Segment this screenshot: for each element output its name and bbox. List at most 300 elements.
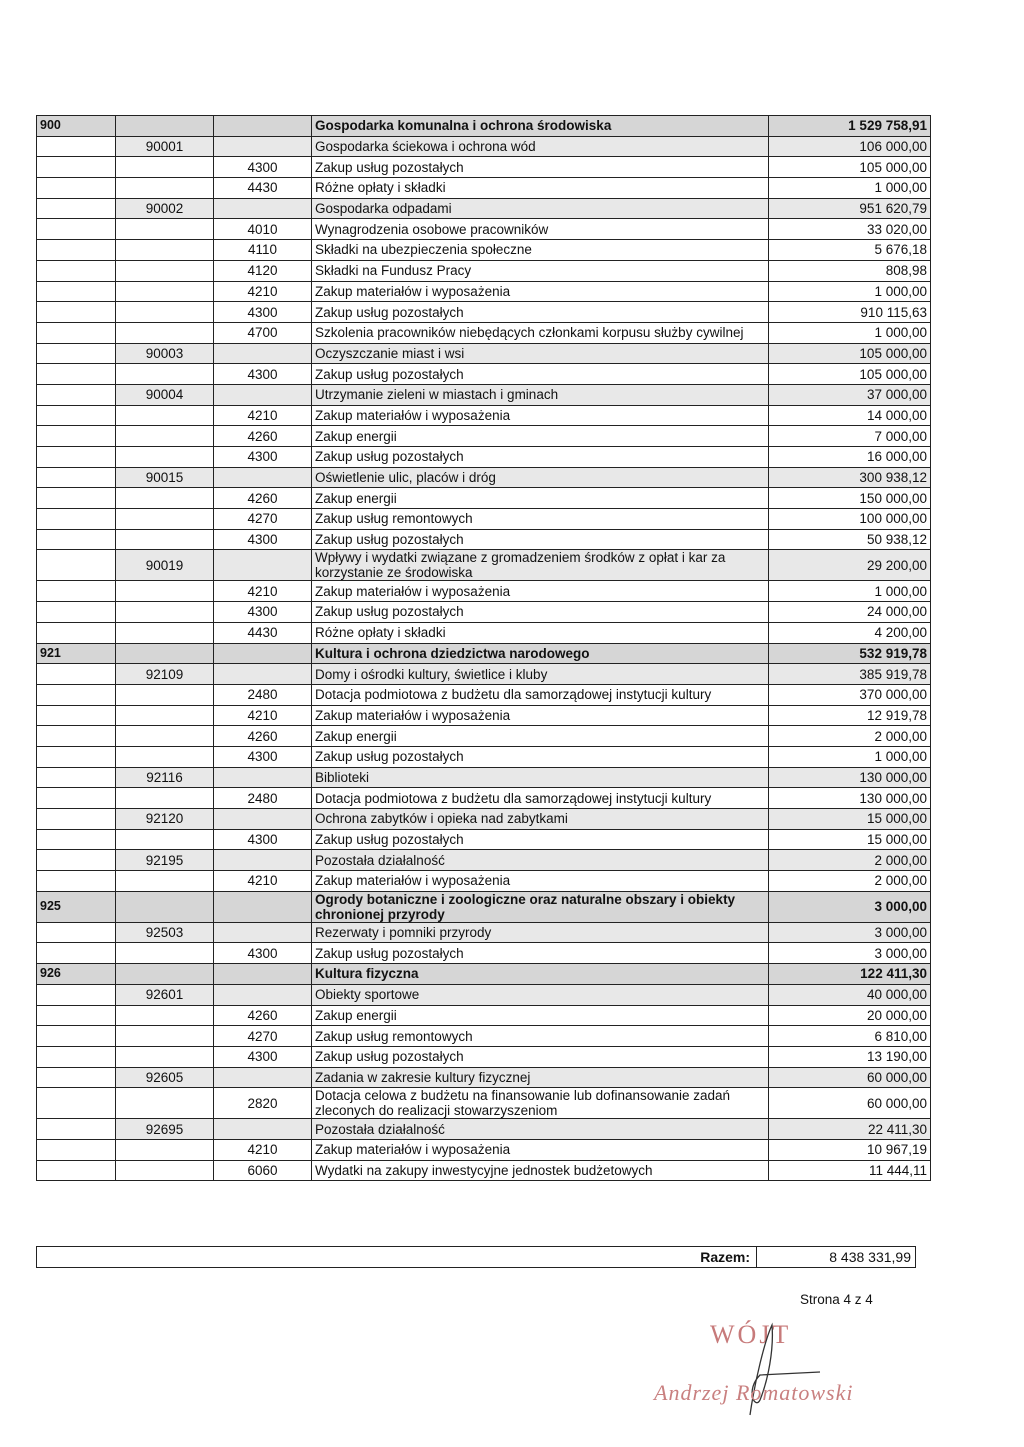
value-cell: 808,98 [769,260,931,281]
value-cell: 37 000,00 [769,384,931,405]
value-cell: 951 620,79 [769,198,931,219]
table-row-paragraf [37,1026,931,1047]
rozdzial-cell [116,829,214,850]
value-cell: 1 000,00 [769,581,931,602]
signature-name: Andrzej Romatowski [654,1380,854,1405]
dzial-cell: 925 [37,891,116,922]
rozdzial-cell [116,426,214,447]
name-cell: Pozostała działalność [312,1119,769,1140]
value-cell: 105 000,00 [769,343,931,364]
rozdzial-cell [116,1088,214,1119]
paragraf-cell [214,850,312,871]
name-cell: Wynagrodzenia osobowe pracowników [312,219,769,240]
name-cell: Zakup materiałów i wyposażenia [312,705,769,726]
paragraf-cell [214,343,312,364]
table-row-paragraf [37,447,931,468]
table-row-rozdzial [37,767,931,788]
paragraf-cell [214,467,312,488]
table-row-paragraf [37,1160,931,1181]
paragraf-cell: 4430 [214,178,312,199]
paragraf-cell: 4300 [214,302,312,323]
rozdzial-cell [116,509,214,530]
name-cell: Zakup energii [312,1005,769,1026]
rozdzial-cell: 90004 [116,384,214,405]
dzial-cell [37,281,116,302]
table-row-paragraf [37,1005,931,1026]
value-cell: 13 190,00 [769,1046,931,1067]
table-row-paragraf [37,871,931,892]
signature-title: WÓJT [710,1320,792,1349]
dzial-cell [37,198,116,219]
dzial-cell [37,726,116,747]
name-cell: Zakup usług pozostałych [312,364,769,385]
rozdzial-cell [116,684,214,705]
paragraf-cell: 4270 [214,1026,312,1047]
name-cell: Biblioteki [312,767,769,788]
dzial-cell [37,550,116,581]
name-cell: Zakup materiałów i wyposażenia [312,405,769,426]
name-cell: Zakup usług pozostałych [312,1046,769,1067]
table-row-paragraf [37,488,931,509]
paragraf-cell: 4300 [214,157,312,178]
dzial-cell: 921 [37,643,116,664]
rozdzial-cell [116,260,214,281]
rozdzial-cell [116,1005,214,1026]
dzial-cell [37,343,116,364]
rozdzial-cell [116,322,214,343]
dzial-cell [37,746,116,767]
value-cell: 16 000,00 [769,447,931,468]
value-cell: 105 000,00 [769,157,931,178]
value-cell: 12 919,78 [769,705,931,726]
rozdzial-cell: 90002 [116,198,214,219]
value-cell: 15 000,00 [769,809,931,830]
name-cell: Dotacja podmiotowa z budżetu dla samorządowej instytucji kultury [312,788,769,809]
table-row-paragraf [37,602,931,623]
rozdzial-cell: 90001 [116,136,214,157]
dzial-cell [37,1139,116,1160]
rozdzial-cell [116,1026,214,1047]
name-cell: Składki na Fundusz Pracy [312,260,769,281]
value-cell: 14 000,00 [769,405,931,426]
table-row-paragraf [37,281,931,302]
paragraf-cell: 2480 [214,684,312,705]
paragraf-cell [214,964,312,985]
value-cell: 3 000,00 [769,943,931,964]
paragraf-cell [214,809,312,830]
total-value: 8 438 331,99 [829,1249,911,1265]
total-row [36,1246,916,1268]
paragraf-cell: 4430 [214,622,312,643]
rozdzial-cell [116,281,214,302]
dzial-cell [37,684,116,705]
value-cell: 24 000,00 [769,602,931,623]
name-cell: Kultura fizyczna [312,964,769,985]
table-row-rozdzial [37,198,931,219]
table-row-dzial [37,116,931,137]
value-cell: 40 000,00 [769,984,931,1005]
rozdzial-cell: 92195 [116,850,214,871]
value-cell: 910 115,63 [769,302,931,323]
paragraf-cell: 4260 [214,426,312,447]
name-cell: Zakup usług pozostałych [312,829,769,850]
paragraf-cell: 2480 [214,788,312,809]
value-cell: 22 411,30 [769,1119,931,1140]
paragraf-cell: 4260 [214,488,312,509]
paragraf-cell: 4300 [214,529,312,550]
value-cell: 7 000,00 [769,426,931,447]
paragraf-cell: 4300 [214,364,312,385]
paragraf-cell: 4300 [214,1046,312,1067]
name-cell: Zakup usług pozostałych [312,602,769,623]
dzial-cell [37,157,116,178]
table-row-paragraf [37,1088,931,1119]
paragraf-cell [214,550,312,581]
name-cell: Domy i ośrodki kultury, świetlice i kluby [312,664,769,685]
table-row-paragraf [37,622,931,643]
rozdzial-cell [116,219,214,240]
name-cell: Różne opłaty i składki [312,178,769,199]
value-cell: 532 919,78 [769,643,931,664]
table-row-paragraf [37,364,931,385]
table-row-dzial [37,964,931,985]
page-number: Strona 4 z 4 [800,1292,873,1307]
dzial-cell [37,509,116,530]
table-row-rozdzial [37,850,931,871]
name-cell: Zakup materiałów i wyposażenia [312,1139,769,1160]
rozdzial-cell [116,240,214,261]
name-cell: Gospodarka komunalna i ochrona środowiska [312,116,769,137]
name-cell: Wydatki na zakupy inwestycyjne jednostek budżetowych [312,1160,769,1181]
rozdzial-cell [116,581,214,602]
paragraf-cell [214,136,312,157]
rozdzial-cell [116,643,214,664]
paragraf-cell: 4110 [214,240,312,261]
dzial-cell [37,1119,116,1140]
dzial-cell: 900 [37,116,116,137]
value-cell: 29 200,00 [769,550,931,581]
name-cell: Kultura i ochrona dziedzictwa narodowego [312,643,769,664]
dzial-cell [37,364,116,385]
rozdzial-cell: 90015 [116,467,214,488]
table-row-paragraf [37,746,931,767]
name-cell: Pozostała działalność [312,850,769,871]
table-row-rozdzial [37,343,931,364]
name-cell: Zakup usług pozostałych [312,746,769,767]
rozdzial-cell [116,116,214,137]
value-cell: 33 020,00 [769,219,931,240]
table-row-paragraf [37,943,931,964]
value-cell: 20 000,00 [769,1005,931,1026]
paragraf-cell: 4210 [214,1139,312,1160]
paragraf-cell: 2820 [214,1088,312,1119]
table-row-rozdzial [37,922,931,943]
value-cell: 11 444,11 [769,1160,931,1181]
value-cell: 60 000,00 [769,1088,931,1119]
rozdzial-cell: 92695 [116,1119,214,1140]
table-row-rozdzial [37,384,931,405]
name-cell: Zakup usług pozostałych [312,157,769,178]
value-cell: 4 200,00 [769,622,931,643]
paragraf-cell: 4210 [214,581,312,602]
paragraf-cell [214,664,312,685]
table-row-dzial [37,643,931,664]
value-cell: 1 000,00 [769,178,931,199]
table-row-rozdzial [37,1067,931,1088]
value-cell: 6 810,00 [769,1026,931,1047]
table-row-rozdzial [37,550,931,581]
value-cell: 1 529 758,91 [769,116,931,137]
dzial-cell [37,705,116,726]
name-cell: Zakup usług pozostałych [312,302,769,323]
paragraf-cell: 4300 [214,943,312,964]
paragraf-cell: 4270 [214,509,312,530]
table-row-dzial [37,891,931,922]
dzial-cell [37,829,116,850]
table-row-paragraf [37,684,931,705]
paragraf-cell: 4300 [214,829,312,850]
name-cell: Wpływy i wydatki związane z gromadzeniem środków z opłat i kar za korzystanie ze środowiska [312,550,769,581]
value-cell: 105 000,00 [769,364,931,385]
name-cell: Dotacja podmiotowa z budżetu dla samorządowej instytucji kultury [312,684,769,705]
paragraf-cell: 6060 [214,1160,312,1181]
rozdzial-cell [116,1046,214,1067]
dzial-cell [37,1005,116,1026]
table-row-paragraf [37,157,931,178]
paragraf-cell [214,1119,312,1140]
table-row-paragraf [37,302,931,323]
rozdzial-cell [116,788,214,809]
name-cell: Zakup energii [312,426,769,447]
paragraf-cell [214,891,312,922]
value-cell: 300 938,12 [769,467,931,488]
dzial-cell [37,1046,116,1067]
value-cell: 50 938,12 [769,529,931,550]
value-cell: 15 000,00 [769,829,931,850]
table-row-paragraf [37,1046,931,1067]
rozdzial-cell [116,1160,214,1181]
value-cell: 150 000,00 [769,488,931,509]
name-cell: Ochrona zabytków i opieka nad zabytkami [312,809,769,830]
paragraf-cell: 4260 [214,726,312,747]
rozdzial-cell: 90019 [116,550,214,581]
paragraf-cell [214,116,312,137]
table-row-paragraf [37,178,931,199]
rozdzial-cell: 92601 [116,984,214,1005]
dzial-cell [37,1026,116,1047]
table-row-paragraf [37,322,931,343]
paragraf-cell [214,767,312,788]
name-cell: Zakup usług remontowych [312,509,769,530]
name-cell: Zadania w zakresie kultury fizycznej [312,1067,769,1088]
paragraf-cell: 4700 [214,322,312,343]
name-cell: Zakup usług pozostałych [312,529,769,550]
dzial-cell [37,922,116,943]
dzial-cell [37,850,116,871]
rozdzial-cell [116,447,214,468]
paragraf-cell: 4210 [214,281,312,302]
rozdzial-cell: 92605 [116,1067,214,1088]
rozdzial-cell [116,726,214,747]
paragraf-cell: 4300 [214,602,312,623]
table-row-paragraf [37,1139,931,1160]
dzial-cell [37,622,116,643]
dzial-cell [37,260,116,281]
value-cell: 385 919,78 [769,664,931,685]
rozdzial-cell [116,488,214,509]
rozdzial-cell: 92109 [116,664,214,685]
table-row-rozdzial [37,467,931,488]
dzial-cell [37,602,116,623]
value-cell: 10 967,19 [769,1139,931,1160]
name-cell: Oświetlenie ulic, placów i dróg [312,467,769,488]
rozdzial-cell [116,871,214,892]
rozdzial-cell [116,157,214,178]
paragraf-cell [214,984,312,1005]
name-cell: Gospodarka odpadami [312,198,769,219]
value-cell: 100 000,00 [769,509,931,530]
name-cell: Oczyszczanie miast i wsi [312,343,769,364]
name-cell: Zakup materiałów i wyposażenia [312,281,769,302]
name-cell: Rezerwaty i pomniki przyrody [312,922,769,943]
rozdzial-cell [116,529,214,550]
value-cell: 2 000,00 [769,850,931,871]
rozdzial-cell [116,178,214,199]
budget-table-body [37,116,931,1181]
rozdzial-cell: 90003 [116,343,214,364]
paragraf-cell: 4300 [214,447,312,468]
name-cell: Zakup usług remontowych [312,1026,769,1047]
name-cell: Gospodarka ściekowa i ochrona wód [312,136,769,157]
dzial-cell [37,664,116,685]
dzial-cell [37,384,116,405]
value-cell: 5 676,18 [769,240,931,261]
rozdzial-cell: 92120 [116,809,214,830]
value-cell: 3 000,00 [769,922,931,943]
value-cell: 60 000,00 [769,1067,931,1088]
paragraf-cell: 4010 [214,219,312,240]
table-row-paragraf [37,726,931,747]
value-cell: 122 411,30 [769,964,931,985]
table-row-paragraf [37,788,931,809]
dzial-cell [37,488,116,509]
dzial-cell [37,302,116,323]
rozdzial-cell [116,746,214,767]
paragraf-cell: 4210 [214,705,312,726]
name-cell: Utrzymanie zieleni w miastach i gminach [312,384,769,405]
rozdzial-cell: 92503 [116,922,214,943]
value-cell: 1 000,00 [769,322,931,343]
value-cell: 130 000,00 [769,788,931,809]
rozdzial-cell [116,943,214,964]
value-cell: 130 000,00 [769,767,931,788]
paragraf-cell: 4210 [214,405,312,426]
rozdzial-cell [116,622,214,643]
table-row-rozdzial [37,984,931,1005]
rozdzial-cell [116,891,214,922]
dzial-cell [37,529,116,550]
dzial-cell [37,788,116,809]
value-cell: 370 000,00 [769,684,931,705]
name-cell: Zakup usług pozostałych [312,447,769,468]
dzial-cell [37,178,116,199]
dzial-cell [37,581,116,602]
dzial-cell [37,871,116,892]
name-cell: Szkolenia pracowników niebędących członkami korpusu służby cywilnej [312,322,769,343]
paragraf-cell [214,384,312,405]
table-row-paragraf [37,426,931,447]
paragraf-cell [214,1067,312,1088]
table-row-paragraf [37,405,931,426]
table-row-rozdzial [37,1119,931,1140]
value-cell: 106 000,00 [769,136,931,157]
table-row-rozdzial [37,136,931,157]
table-row-paragraf [37,705,931,726]
total-label: Razem: [37,1247,757,1267]
table-row-rozdzial [37,809,931,830]
dzial-cell [37,1067,116,1088]
budget-table [36,115,931,1181]
value-cell: 2 000,00 [769,726,931,747]
name-cell: Zakup energii [312,726,769,747]
rozdzial-cell [116,405,214,426]
dzial-cell [37,426,116,447]
name-cell: Obiekty sportowe [312,984,769,1005]
paragraf-cell: 4120 [214,260,312,281]
table-row-paragraf [37,529,931,550]
rozdzial-cell [116,364,214,385]
table-row-paragraf [37,240,931,261]
rozdzial-cell [116,964,214,985]
paragraf-cell [214,922,312,943]
table-row-paragraf [37,260,931,281]
dzial-cell [37,447,116,468]
paragraf-cell: 4260 [214,1005,312,1026]
dzial-cell [37,1088,116,1119]
table-row-paragraf [37,581,931,602]
value-cell: 3 000,00 [769,891,931,922]
dzial-cell [37,943,116,964]
signature-stamp [640,1320,900,1420]
table-row-paragraf [37,219,931,240]
rozdzial-cell: 92116 [116,767,214,788]
value-cell: 1 000,00 [769,746,931,767]
dzial-cell: 926 [37,964,116,985]
name-cell: Zakup materiałów i wyposażenia [312,581,769,602]
table-row-paragraf [37,509,931,530]
paragraf-cell [214,198,312,219]
name-cell: Różne opłaty i składki [312,622,769,643]
dzial-cell [37,809,116,830]
dzial-cell [37,984,116,1005]
rozdzial-cell [116,705,214,726]
table-row-rozdzial [37,664,931,685]
dzial-cell [37,767,116,788]
dzial-cell [37,1160,116,1181]
dzial-cell [37,405,116,426]
name-cell: Dotacja celowa z budżetu na finansowanie lub dofinansowanie zadań zleconych do realizacji stowarzyszeniom [312,1088,769,1119]
dzial-cell [37,467,116,488]
table-row-paragraf [37,829,931,850]
paragraf-cell: 4210 [214,871,312,892]
rozdzial-cell [116,602,214,623]
dzial-cell [37,136,116,157]
name-cell: Zakup usług pozostałych [312,943,769,964]
paragraf-cell: 4300 [214,746,312,767]
name-cell: Ogrody botaniczne i zoologiczne oraz naturalne obszary i obiekty chronionej przyrody [312,891,769,922]
rozdzial-cell [116,302,214,323]
dzial-cell [37,322,116,343]
